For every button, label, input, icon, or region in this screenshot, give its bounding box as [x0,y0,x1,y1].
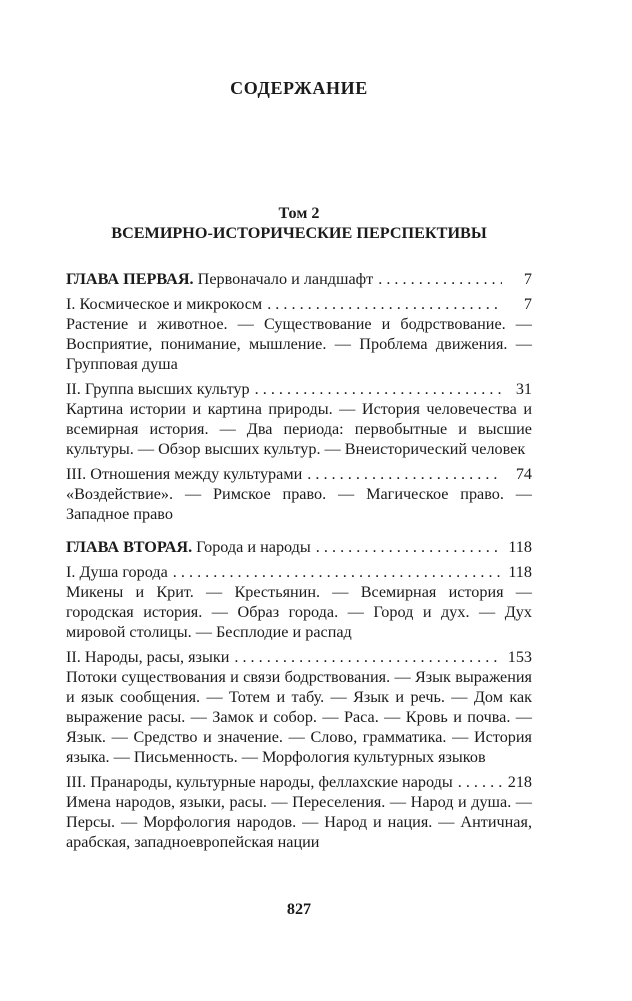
toc-entry-section-1-3 [66,464,532,524]
volume-number: Том 2 [278,204,320,222]
toc-entry-title: III. Отношения между культурами [66,465,303,483]
toc-entry-description: Имена народов, языки, расы. — Переселения. — Народ и душа. — Персы. — Морфология народов. — Народ и нация. — Античная, арабская, западноевропейская нации [66,793,532,851]
toc-entry-section-1-2 [66,379,532,459]
dot-leader [267,294,502,314]
toc-entry-page: 218 [507,773,532,791]
chapter-title-text: Первоначало и ландшафт [193,270,374,288]
dot-leader [255,379,502,399]
chapter-label: ГЛАВА ВТОРАЯ. [66,538,193,556]
toc-entry-title [66,269,373,289]
toc-entry-row [66,772,532,792]
toc-entry-title [66,537,311,557]
toc-entry-description: «Воздействие». — Римское право. — Магическое право. — Западное право [66,485,532,523]
toc-entry-description: Микены и Крит. — Крестьянин. — Всемирная история — городская история. — Образ города. — Город и дух. — Дух мировой столицы. — Бесплодие и распад [66,583,532,641]
toc-entry-page: 7 [523,295,532,313]
toc-entry-section-2-1 [66,562,532,642]
chapter-title-text: Города и народы [192,538,311,556]
toc-entry-section-2-2 [66,647,532,767]
toc-entry-page: 7 [523,270,532,288]
toc-entry-title: I. Космическое и микрокосм [66,295,263,313]
page-title: СОДЕРЖАНИЕ [230,78,368,98]
dot-leader [234,647,501,667]
toc-entry-description: Растение и животное. — Существование и бодрствование. — Восприятие, понимание, мышление. — Проблема движения. — Групповая душа [66,315,532,373]
toc-entry-section-1-1 [66,294,532,374]
dot-leader [378,269,502,289]
toc-entry-row [66,647,532,667]
toc-list [66,269,532,852]
page-number: 827 [286,900,312,918]
chapter-label: ГЛАВА ПЕРВАЯ. [66,270,194,288]
toc-entry-row [66,537,532,557]
toc-entry-row [66,464,532,484]
toc-entry-row [66,562,532,582]
toc-entry-title: III. Пранароды, культурные народы, феллахские народы [66,773,453,791]
dot-leader [307,464,502,484]
toc-entry-title: I. Душа города [66,563,168,581]
toc-entry-chapter-1 [66,269,532,289]
toc-entry-page: 153 [507,648,532,666]
toc-entry-page: 118 [508,563,532,581]
volume-heading [66,203,532,243]
toc-entry-page: 74 [515,465,532,483]
dot-leader [173,562,502,582]
toc-entry-row [66,294,532,314]
dot-leader [316,537,502,557]
toc-entry-row [66,269,532,289]
toc-entry-description: Потоки существования и связи бодрствования. — Язык выражения и язык сообщения. — Тотем и табу. — Язык и речь. — Дом как выражение расы. — Замок и собор. — Раса. — Кровь и почва. — Язык. — Средство и значение. — Слово, грамматика. — История языка. — Письменность. — Морфология культурных языков [66,668,532,766]
toc-entry-row [66,379,532,399]
toc-entry-section-2-3 [66,772,532,852]
toc-entry-title: II. Группа высших культур [66,380,250,398]
toc-entry-description: Картина истории и картина природы. — История человечества и всемирная история. — Два периода: первобытные и высшие культуры. — Обзор высших культур. — Внеисторический человек [66,400,532,458]
toc-entry-title: II. Народы, расы, языки [66,648,230,666]
toc-entry-chapter-2 [66,537,532,557]
toc-entry-page: 31 [515,380,532,398]
toc-entry-page: 118 [508,538,532,556]
dot-leader [458,772,502,792]
volume-title: ВСЕМИРНО-ИСТОРИЧЕСКИЕ ПЕРСПЕКТИВЫ [111,224,487,242]
